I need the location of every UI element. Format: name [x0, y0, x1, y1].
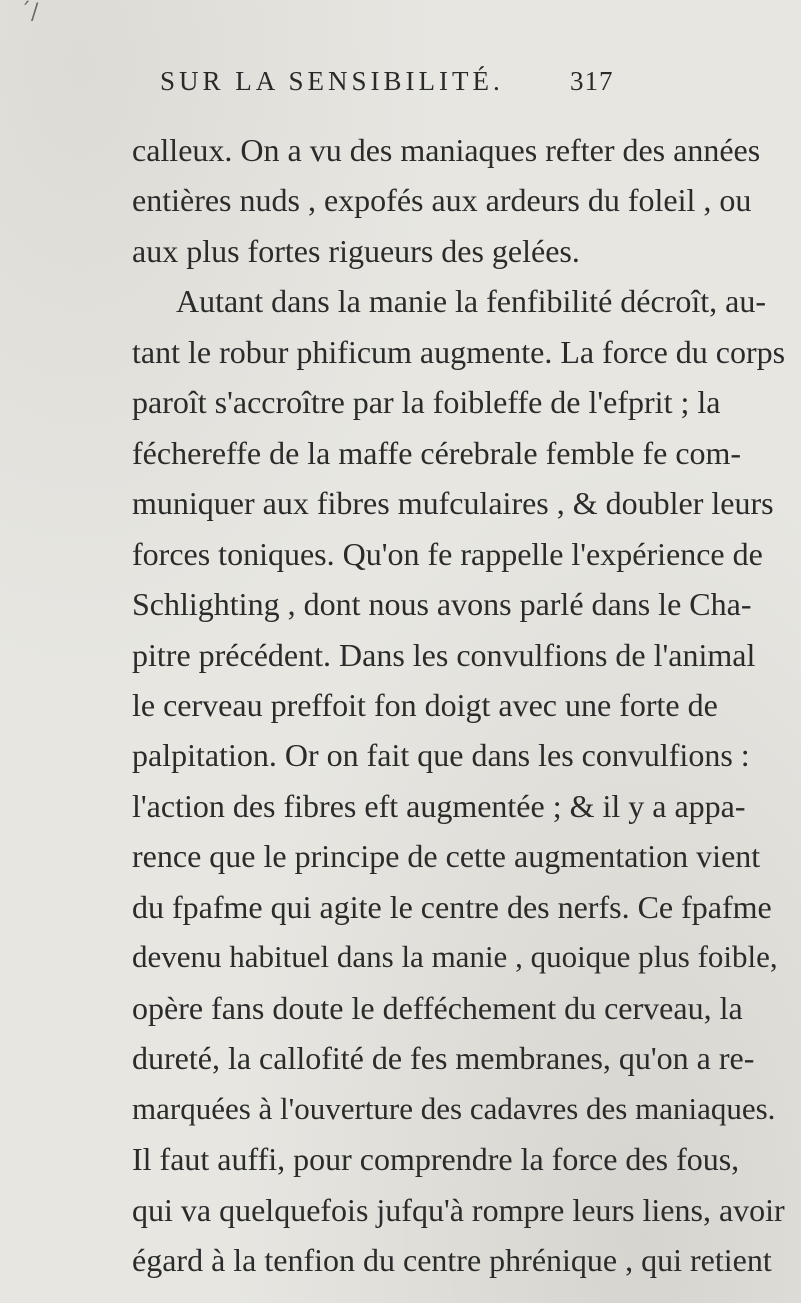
text-line: aux plus fortes rigueurs des gelées.: [132, 233, 580, 269]
text-line: calleux. On a vu des maniaques refter des années: [132, 132, 761, 168]
text-line: féchereffe de la maffe cérebrale femble fe com-: [132, 435, 742, 471]
text-line: égard à la tenfion du centre phrénique , qui retient: [132, 1242, 772, 1278]
text-line: Il faut auffi, pour comprendre la force des fous,: [132, 1141, 740, 1177]
text-line: le cerveau preffoit fon doigt avec une forte de: [132, 687, 718, 723]
text-line: entières nuds , expofés aux ardeurs du foleil , ou: [132, 182, 752, 218]
text-line: l'action des fibres eft augmentée ; & il y a appa-: [132, 788, 746, 824]
text-line: du fpafme qui agite le centre des nerfs. Ce fpafme: [132, 889, 772, 925]
text-line: paroît s'accroître par la foibleffe de l'efprit ; la: [132, 384, 721, 420]
text-line: opère fans doute le defféchement du cerveau, la: [132, 990, 743, 1026]
text-line: pitre précédent. Dans les convulfions de l'animal: [132, 637, 756, 673]
text-line: forces toniques. Qu'on fe rappelle l'expérience de: [132, 536, 763, 572]
text-line: qui va quelquefois jufqu'à rompre leurs liens, avoir: [132, 1192, 785, 1228]
text-line: dureté, la callofité de fes membranes, qu'on a re-: [132, 1040, 755, 1076]
text-line: palpitation. Or on fait que dans les convulfions :: [132, 737, 750, 773]
text-line: Schlighting , dont nous avons parlé dans le Cha-: [132, 586, 752, 622]
page-header: [160, 66, 660, 106]
text-line: devenu habituel dans la manie , quoique plus foible,: [132, 939, 778, 974]
text-line: tant le robur phificum augmente. La force du corps: [132, 334, 786, 370]
text-line: marquées à l'ouverture des cadavres des maniaques.: [132, 1091, 776, 1126]
running-title: SUR LA SENSIBILITÉ.: [160, 66, 504, 96]
text-line: muniquer aux fibres mufculaires , & doubler leurs: [132, 485, 774, 521]
text-line: Autant dans la manie la fenfibilité décroît, au-: [176, 283, 766, 319]
text-line: rence que le principe de cette augmentation vient: [132, 838, 761, 874]
page-number: 317: [570, 66, 614, 96]
corner-mark: ˊ/: [20, 0, 39, 25]
